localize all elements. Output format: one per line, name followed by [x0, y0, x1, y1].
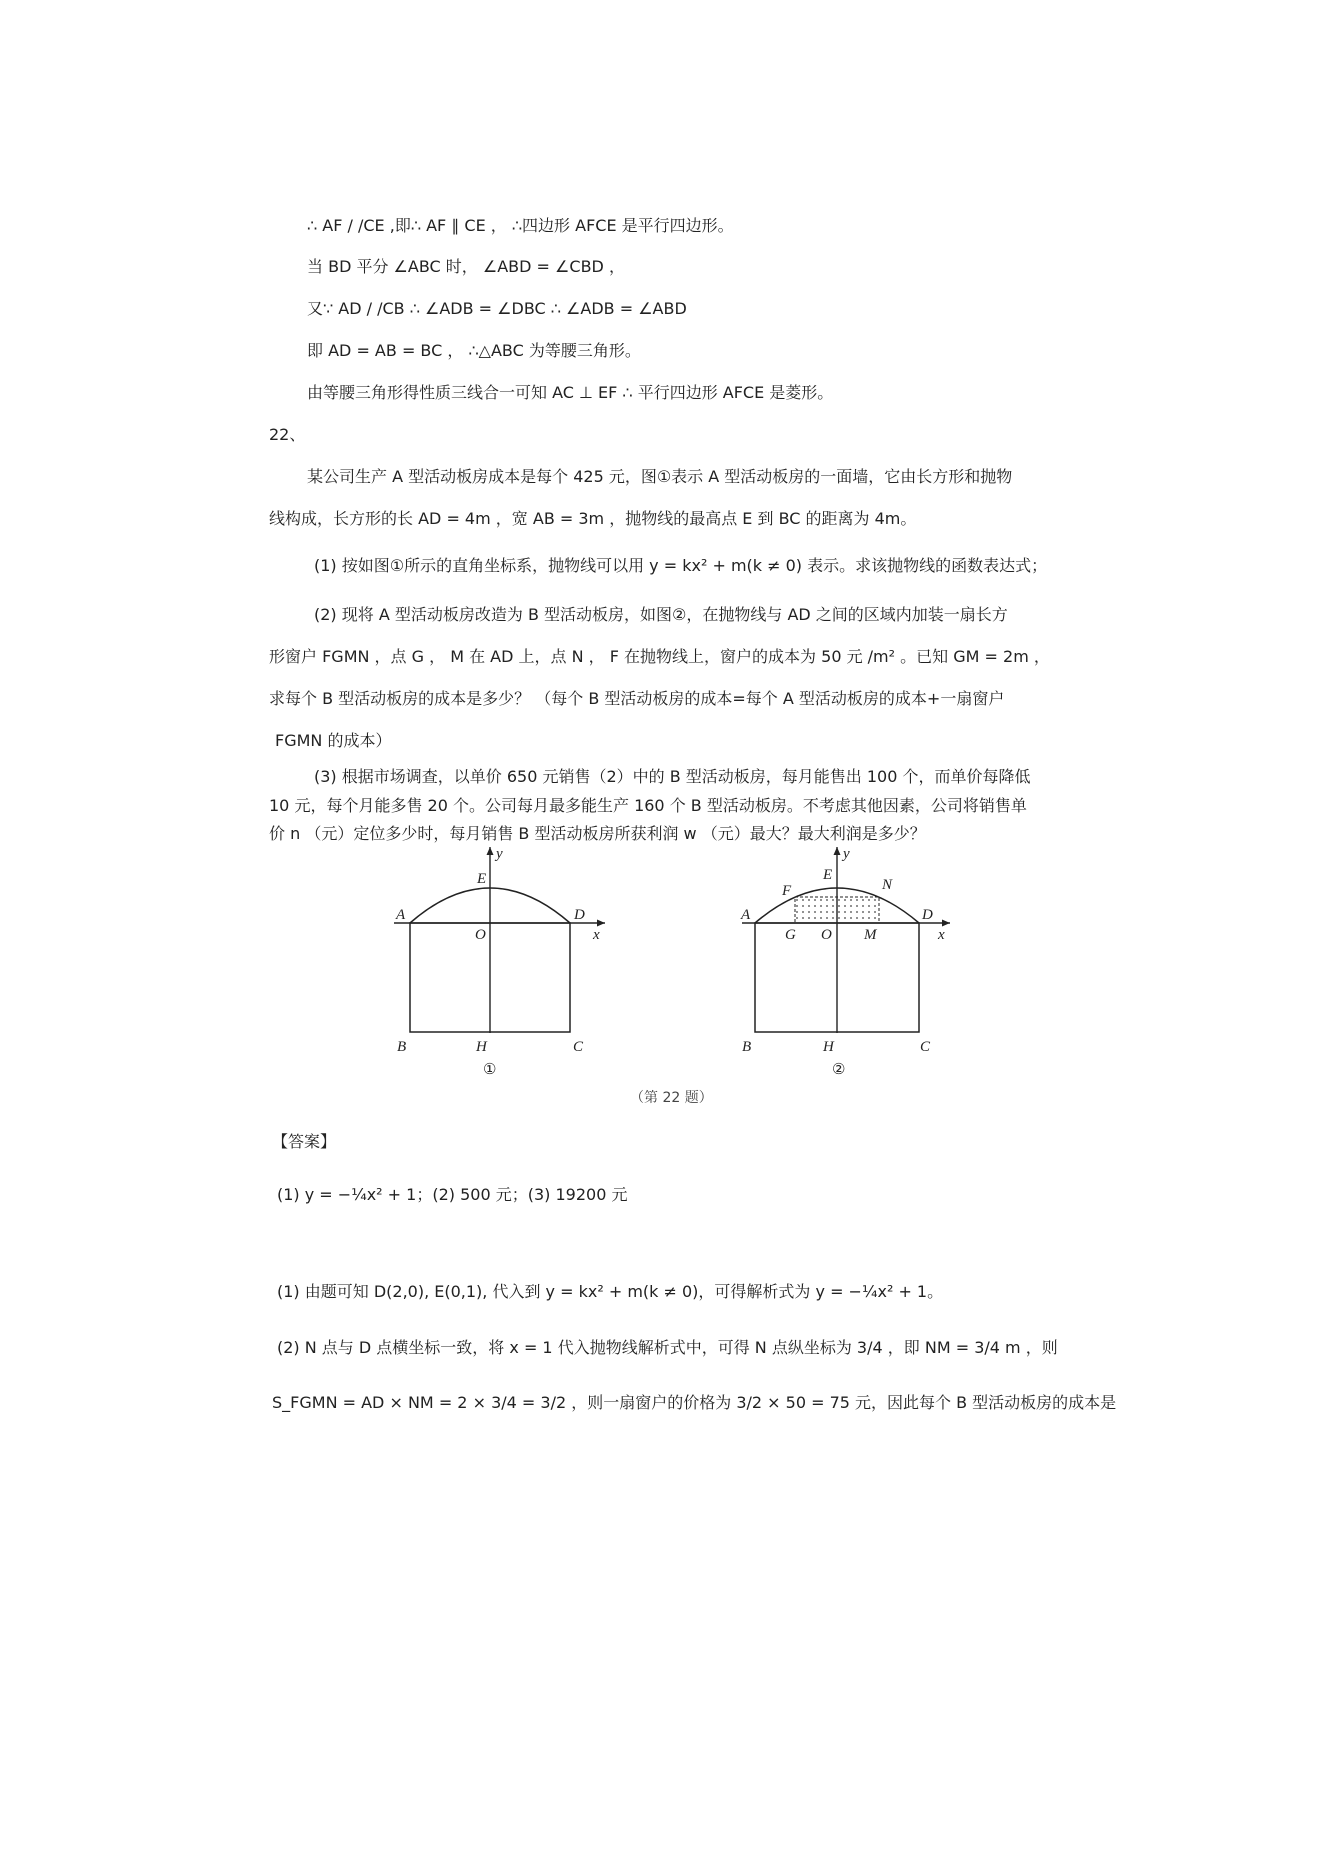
fig1-label-d: D	[574, 907, 585, 923]
proof-line-1: ∴ AF / /CE ,即∴ AF ∥ CE ， ∴四边形 AFCE 是平行四边形。	[307, 216, 734, 235]
fig2-label-n: N	[882, 877, 893, 893]
question-3-line-1: (3) 根据市场调查，以单价 650 元销售（2）中的 B 型活动板房，每月能售出 100 个，而单价每降低	[314, 767, 1031, 786]
fig2-label-d: D	[922, 907, 933, 923]
fig2-label-b: B	[742, 1039, 752, 1055]
fig2-label-e: E	[823, 867, 833, 883]
solution-line-2: (2) N 点与 D 点横坐标一致，将 x = 1 代入抛物线解析式中，可得 N 点纵坐标为 3/4 ，即 NM = 3/4 m ，则	[277, 1338, 1058, 1357]
question-3-line-3: 价 n （元）定位多少时，每月销售 B 型活动板房所获利润 w （元）最大？最大利润是多少？	[269, 824, 926, 843]
solution-line-3: S_FGMN = AD × NM = 2 × 3/4 = 3/2 ，则一扇窗户的价格为 3/2 × 50 = 75 元，因此每个 B 型活动板房的成本是	[272, 1393, 1117, 1412]
answer-summary: (1) y = −¼x² + 1；(2) 500 元；(3) 19200 元	[277, 1185, 628, 1204]
figure-caption: （第 22 题）	[630, 1090, 713, 1106]
fig1-y-arrow	[487, 847, 494, 855]
proof-line-4: 即 AD = AB = BC ， ∴△ABC 为等腰三角形。	[307, 341, 641, 360]
fig1-label-x: x	[593, 927, 600, 943]
answer-heading: 【答案】	[272, 1132, 337, 1151]
fig1-label-e: E	[477, 871, 487, 887]
fig2-y-arrow	[834, 847, 841, 855]
fig1-label-b: B	[397, 1039, 407, 1055]
fig1-label-a: A	[396, 907, 406, 923]
proof-line-5: 由等腰三角形得性质三线合一可知 AC ⊥ EF ∴ 平行四边形 AFCE 是菱形。	[307, 383, 834, 402]
fig1-number-label: ①	[483, 1062, 497, 1078]
question-2-line-3: 求每个 B 型活动板房的成本是多少？ （每个 B 型活动板房的成本=每个 A 型活动板房的成本+一扇窗户	[269, 689, 1005, 708]
fig2-label-a: A	[741, 907, 751, 923]
proof-line-2: 当 BD 平分 ∠ABC 时， ∠ABD = ∠CBD ，	[307, 257, 625, 276]
fig2-label-o: O	[821, 927, 832, 943]
fig2-x-arrow	[942, 920, 950, 927]
problem-22-figures	[380, 843, 960, 1101]
question-2-line-4: FGMN 的成本）	[275, 731, 392, 750]
fig2-label-f: F	[782, 883, 792, 899]
fig2-label-h: H	[823, 1039, 834, 1055]
fig2-label-g: G	[785, 927, 796, 943]
fig2-number-label: ②	[832, 1062, 846, 1078]
fig1-label-y: y	[496, 846, 503, 862]
fig2-label-c: C	[920, 1039, 931, 1055]
fig2-label-y: y	[843, 846, 850, 862]
fig1-x-arrow	[597, 920, 605, 927]
fig2-window-fgmn	[795, 897, 879, 923]
fig2-label-m: M	[864, 927, 877, 943]
fig1-label-c: C	[573, 1039, 584, 1055]
question-2-line-1: (2) 现将 A 型活动板房改造为 B 型活动板房，如图②，在抛物线与 AD 之间的区域内加装一扇长方	[314, 605, 1008, 624]
fig2-label-x: x	[938, 927, 945, 943]
question-3-line-2: 10 元，每个月能多售 20 个。公司每月最多能生产 160 个 B 型活动板房。不考虑其他因素，公司将销售单	[269, 796, 1027, 815]
figure-2	[740, 846, 950, 1078]
solution-line-1: (1) 由题可知 D(2,0), E(0,1), 代入到 y = kx² + m(k ≠ 0)，可得解析式为 y = −¼x² + 1。	[277, 1282, 944, 1301]
problem-intro-line-2: 线构成，长方形的长 AD = 4m ，宽 AB = 3m ，抛物线的最高点 E 到 BC 的距离为 4m。	[269, 509, 917, 528]
fig1-label-h: H	[476, 1039, 487, 1055]
proof-line-3: 又∵ AD / /CB ∴ ∠ADB = ∠DBC ∴ ∠ADB = ∠ABD	[307, 299, 687, 318]
figure-1	[394, 846, 605, 1078]
fig1-label-o: O	[475, 927, 486, 943]
problem-intro-line-1: 某公司生产 A 型活动板房成本是每个 425 元，图①表示 A 型活动板房的一面墙，它由长方形和抛物	[307, 467, 1013, 486]
problem-number: 22、	[269, 425, 306, 444]
question-2-line-2: 形窗户 FGMN ，点 G ， M 在 AD 上，点 N ， F 在抛物线上，窗户的成本为 50 元 /m² 。已知 GM = 2m ，	[269, 647, 1050, 666]
question-1: (1) 按如图①所示的直角坐标系，抛物线可以用 y = kx² + m(k ≠ 0) 表示。求该抛物线的函数表达式；	[314, 556, 1048, 575]
